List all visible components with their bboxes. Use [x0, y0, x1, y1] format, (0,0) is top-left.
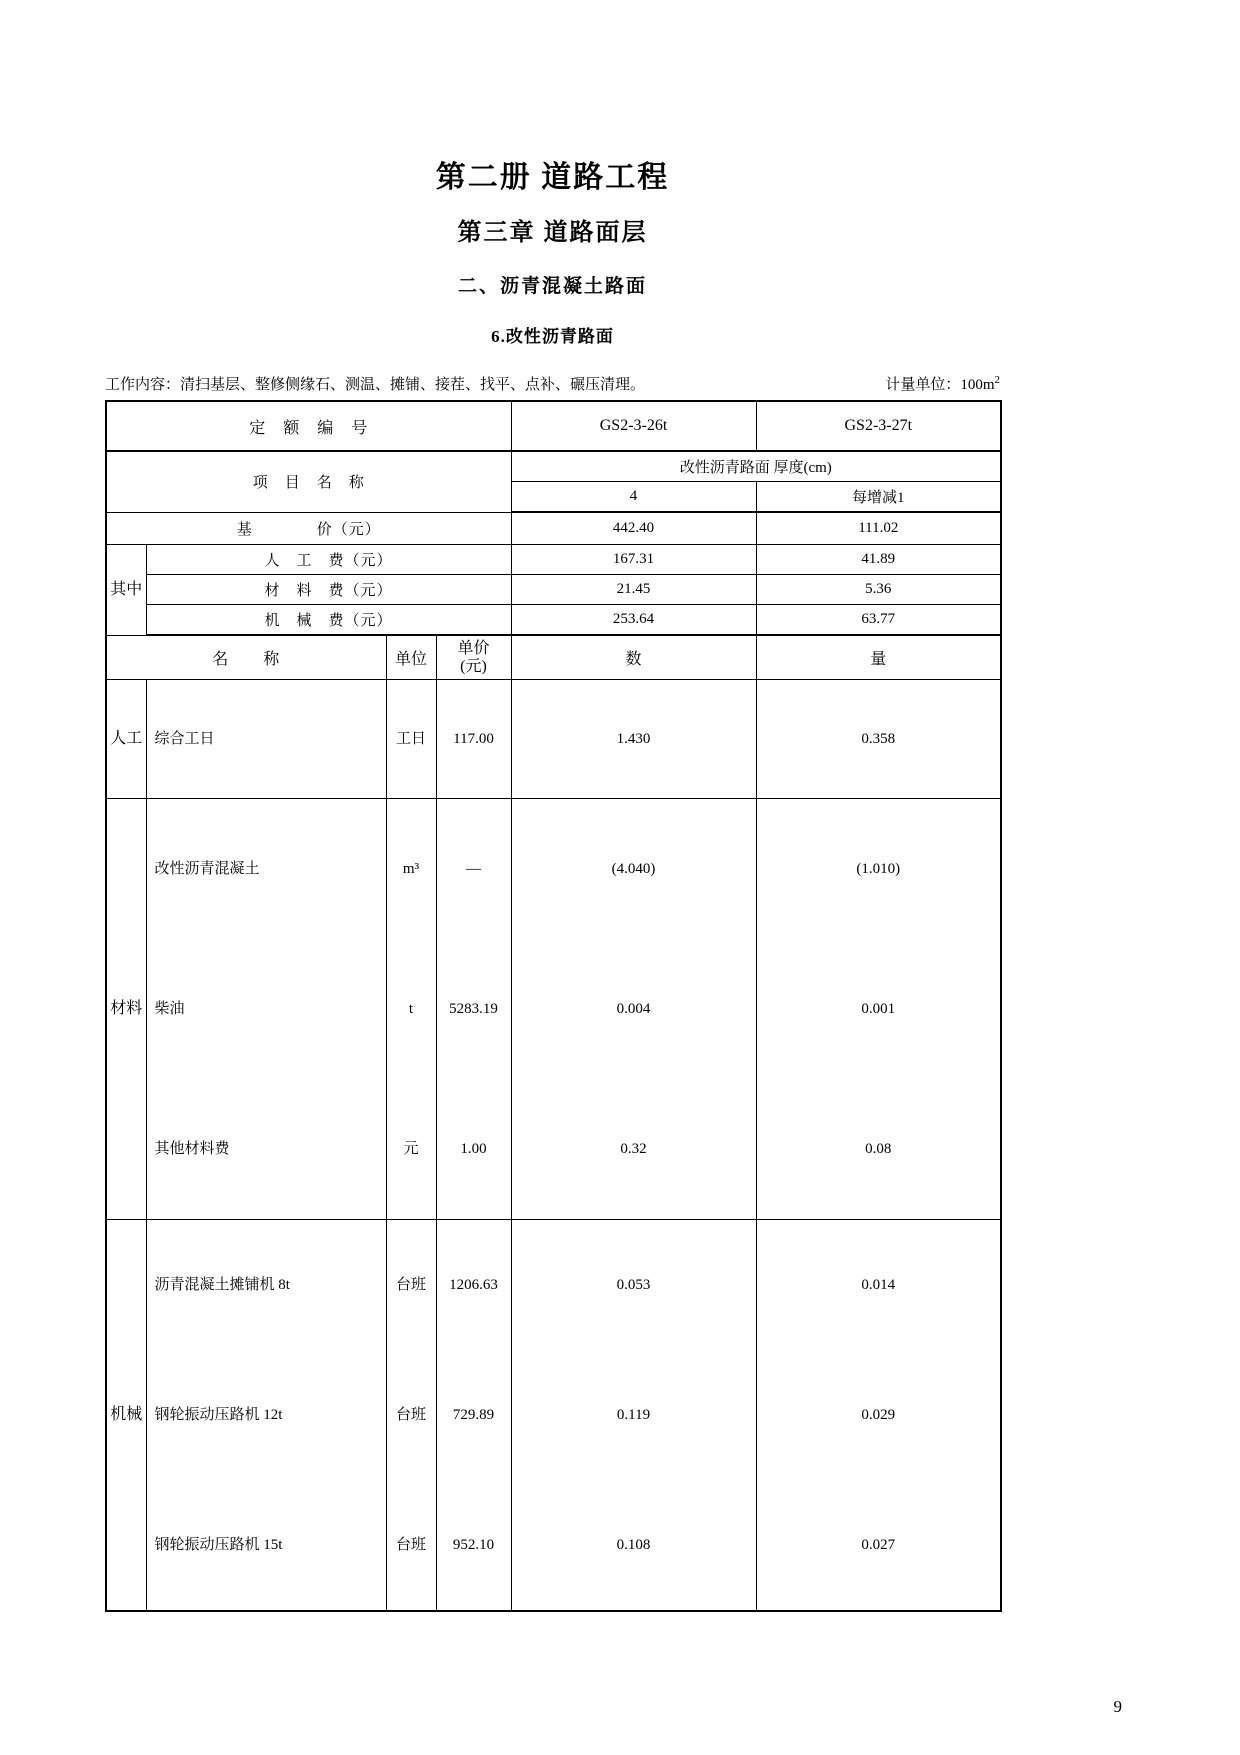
detail-header-row — [106, 635, 1001, 680]
item-unit: 元 — [403, 1141, 419, 1157]
quota-table — [105, 400, 1002, 1612]
material-prices — [436, 799, 511, 1220]
detail-name-header: 名 称 — [106, 635, 386, 680]
item-qty: 0.027 — [861, 1537, 896, 1553]
project-name-label: 项 目 名 称 — [106, 451, 511, 512]
item-qty: 0.004 — [616, 1001, 651, 1017]
quota-number-label: 定 额 编 号 — [106, 401, 511, 451]
pavement-thickness-header: 改性沥青路面 厚度(cm) — [511, 451, 1001, 482]
item-qty: 0.053 — [616, 1277, 651, 1293]
material-group-label: 材料 — [106, 799, 146, 1220]
item-name: 沥青混凝土摊铺机 8t — [154, 1277, 290, 1293]
among-label: 其中 — [106, 545, 146, 636]
measure-unit: 计量单位：$100m^2$ — [885, 374, 1000, 393]
labor-fee-row — [106, 545, 1001, 575]
machine-fee-value-1: 253.64 — [511, 605, 756, 636]
thickness-option-2: 每增减1 — [756, 482, 1001, 513]
quota-code-1: GS2-3-26t — [511, 401, 756, 451]
base-price-value-1: 442.40 — [511, 512, 756, 545]
machine-fee-row — [106, 605, 1001, 636]
work-content-text: 工作内容：清扫基层、整修侧缘石、测温、摊铺、接茬、找平、点补、碾压清理。 — [105, 377, 646, 393]
labor-names — [146, 680, 386, 799]
item-qty: 1.430 — [616, 731, 651, 747]
chapter-title: 第三章 道路面层 — [457, 220, 648, 246]
item-qty: (4.040) — [611, 861, 656, 877]
project-name-row — [106, 451, 1001, 482]
item-price: 117.00 — [453, 731, 494, 747]
item-qty: (1.010) — [856, 861, 901, 877]
material-section-row — [106, 799, 1001, 1220]
labor-fee-value-1: 167.31 — [511, 545, 756, 575]
material-fee-value-2: 5.36 — [756, 575, 1001, 605]
item-unit: 工日 — [395, 731, 426, 747]
material-fee-row — [106, 575, 1001, 605]
page-number: 9 — [1113, 1697, 1122, 1716]
section-title: 二、沥青混凝土路面 — [457, 276, 647, 297]
quota-code-2: GS2-3-27t — [756, 401, 1001, 451]
material-names — [146, 799, 386, 1220]
labor-section-row — [106, 680, 1001, 799]
item-name: 其他材料费 — [154, 1141, 230, 1157]
item-qty: 0.08 — [865, 1141, 892, 1157]
item-price: 729.89 — [452, 1407, 495, 1423]
item-qty: 0.029 — [861, 1407, 896, 1423]
item-name: 柴油 — [154, 1001, 185, 1017]
content-column — [105, 0, 1000, 1612]
machine-prices — [436, 1220, 511, 1612]
item-qty: 0.32 — [620, 1141, 647, 1157]
labor-prices — [436, 680, 511, 799]
subsection-title: 6.改性沥青路面 — [491, 327, 614, 346]
base-price-value-2: 111.02 — [756, 512, 1001, 545]
material-units — [386, 799, 436, 1220]
detail-price-header: 单价 (元) — [436, 635, 511, 680]
labor-fee-label: 人 工 费（元） — [146, 545, 511, 575]
labor-qty2 — [756, 680, 1001, 799]
volume-title: 第二册 道路工程 — [435, 161, 670, 194]
base-price-row — [106, 512, 1001, 545]
machine-names — [146, 1220, 386, 1612]
machine-qty1 — [511, 1220, 756, 1612]
machine-fee-label: 机 械 费（元） — [146, 605, 511, 636]
item-qty: 0.001 — [861, 1001, 896, 1017]
machine-group-label: 机械 — [106, 1220, 146, 1612]
detail-unit-header: 单位 — [386, 635, 436, 680]
item-name: 综合工日 — [154, 731, 215, 747]
labor-fee-value-2: 41.89 — [756, 545, 1001, 575]
item-price: 1206.63 — [449, 1277, 498, 1293]
item-unit: t — [408, 1001, 414, 1017]
item-price: — — [466, 861, 481, 877]
material-qty2 — [756, 799, 1001, 1220]
detail-qty-header-2: 量 — [756, 635, 1001, 680]
item-qty: 0.014 — [861, 1277, 896, 1293]
detail-qty-header-1: 数 — [511, 635, 756, 680]
material-fee-value-1: 21.45 — [511, 575, 756, 605]
labor-group-label: 人工 — [106, 680, 146, 799]
labor-qty1 — [511, 680, 756, 799]
item-qty: 0.119 — [616, 1407, 651, 1423]
machine-qty2 — [756, 1220, 1001, 1612]
item-price: 5283.19 — [449, 1001, 498, 1017]
thickness-option-1: 4 — [511, 482, 756, 513]
machine-units — [386, 1220, 436, 1612]
material-fee-label: 材 料 费（元） — [146, 575, 511, 605]
material-qty1 — [511, 799, 756, 1220]
machine-section-row — [106, 1220, 1001, 1612]
item-name: 钢轮振动压路机 15t — [154, 1537, 283, 1553]
item-unit: 台班 — [395, 1407, 426, 1423]
work-content-line — [105, 373, 1000, 394]
item-unit: 台班 — [395, 1277, 426, 1293]
item-unit: m³ — [402, 861, 420, 877]
machine-fee-value-2: 63.77 — [756, 605, 1001, 636]
quota-number-row — [106, 401, 1001, 451]
item-name: 钢轮振动压路机 12t — [154, 1407, 283, 1423]
base-price-label: 基 价（元） — [106, 512, 511, 545]
labor-units — [386, 680, 436, 799]
item-price: 1.00 — [460, 1141, 487, 1157]
item-price: 952.10 — [452, 1537, 495, 1553]
item-unit: 台班 — [395, 1537, 426, 1553]
item-name: 改性沥青混凝土 — [154, 861, 260, 877]
item-qty: 0.358 — [861, 731, 896, 747]
unit-superscript: 2 — [994, 374, 1000, 386]
item-qty: 0.108 — [616, 1537, 651, 1553]
